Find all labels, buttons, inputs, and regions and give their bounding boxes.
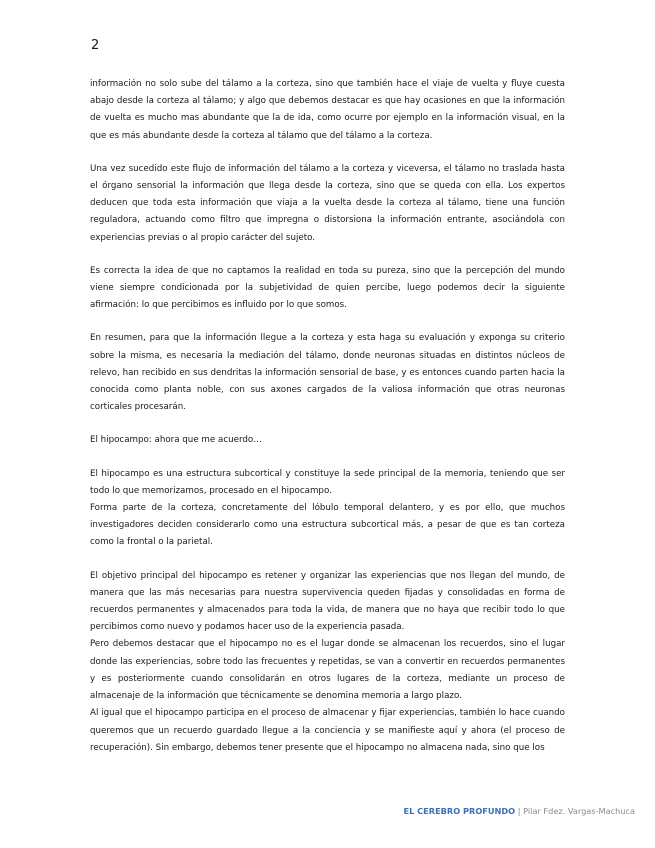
paragraph-hippocampus-intro: El hipocampo es una estructura subcortical y constituye la sede principal de la memoria, teniendo que ser todo lo que memorizamos, procesado en el hipocampo. (90, 468, 565, 496)
paragraph-thalamus-flow: Una vez sucedido este flujo de información del tálamo a la corteza y viceversa, el tálamo no traslada hasta el órgano sensorial la información que llega desde la corteza, sino que se queda con ella. Los expertos deducen que toda esta información que viaja a la vuelta desde la corteza al tálamo, tiene una función reguladora, actuando como filtro que impregna o distorsiona la información entrante, asociándola con experiencias previas o al propio carácter del sujeto. (90, 163, 565, 243)
paragraph-hippocampus-objective: El objetivo principal del hipocampo es retener y organizar las experiencias que nos llegan del mundo, de manera que las más necesarias para nuestra supervivencia queden fijadas y consolidadas en forma de recuerdos permanentes y almacenados para toda la vida, de manera que no haya que recibir todo lo que percibimos como nuevo y podamos hacer uso de la experiencia pasada. (90, 570, 565, 633)
section-heading-hippocampus: El hipocampo: ahora que me acuerdo… (90, 435, 262, 446)
paragraph-hippocampus-storage: Pero debemos destacar que el hipocampo no es el lugar donde se almacenan los recuerdos, sino el lugar donde las experiencias, sobre todo las frecuentes y repetidas, se van a convertir en recuerdos permanentes y es posteriormente cuando consolidarán en otros lugares de la corteza, mediante un proceso de almacenaje de la información que técnicamente se denomina memoria a largo plazo. (90, 639, 565, 702)
paragraph-perception: Es correcta la idea de que no captamos la realidad en toda su pureza, sino que la percepción del mundo viene siempre condicionada por la subjetividad de quien percibe, luego podemos decir la siguiente afirmación: lo que percibimos es influido por lo que somos. (90, 265, 565, 311)
paragraph-hippocampus-retrieval: Al igual que el hipocampo participa en el proceso de almacenar y fijar experiencias, también lo hace cuando queremos que un recuerdo guardado llegue a la conciencia y se manifieste aquí y ahora (el proceso de recuperación). Sin embargo, debemos tener presente que el hipocampo no almacena nada, sino que los (90, 708, 565, 753)
page-footer (404, 805, 635, 817)
footer-author: Pilar Fdez. Vargas-Machuca (523, 806, 635, 816)
page-number: 2 (91, 38, 100, 53)
paragraph-hippocampus-cortex: Forma parte de la corteza, concretamente del lóbulo temporal delantero, y es por ello, que muchos investigadores deciden considerarlo como una estructura subcortical más, a pesar de que es tan corteza como la frontal o la parietal. (90, 503, 565, 548)
paragraph-thalamus-return: información no solo sube del tálamo a la corteza, sino que también hace el viaje de vuelta y fluye cuesta abajo desde la corteza al tálamo; y algo que debemos destacar es que hay ocasiones en que la información de vuelta es mucho mas abundante que la de ida, como ocurre por ejemplo en la información visual, en la que es más abundante desde la corteza al tálamo que del tálamo a la corteza. (90, 79, 565, 141)
document-body (90, 76, 565, 757)
paragraph-summary: En resumen, para que la información llegue a la corteza y esta haga su evaluación y exponga su criterio sobre la misma, es necesaria la mediación del tálamo, donde neuronas situadas en distintos núcleos de relevo, han recibido en sus dendritas la información sensorial de base, y es entonces cuando parten hacia la conocida como planta noble, con sus axones cargados de la valiosa información que otras neuronas corticales procesarán. (90, 333, 565, 413)
footer-brand: EL CEREBRO PROFUNDO (403, 806, 516, 816)
footer-separator: | (517, 806, 521, 816)
